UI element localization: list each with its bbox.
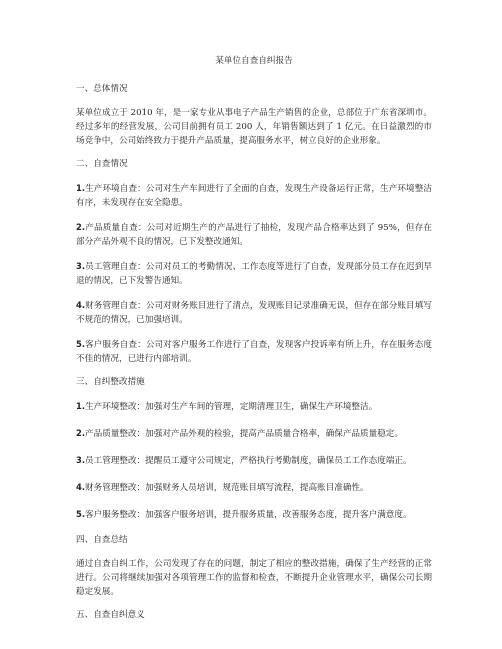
item-number: 5. xyxy=(76,339,86,349)
item-text: 生产环境自查：公司对生产车间进行了全面的自查，发现生产设备运行正常，生产环境整洁有序，未发现存在安全隐患。 xyxy=(76,184,432,208)
item-text: 产品质量自查：公司对近期生产的产品进行了抽检，发现产品合格率达到了 95%，但存在部分产品外观不良的情况，已下发整改通知。 xyxy=(76,223,432,247)
list-item xyxy=(76,259,432,288)
section-heading-significance: 五、自查自纠意义 xyxy=(76,610,145,620)
list-item xyxy=(76,181,432,210)
item-text: 财务管理自查：公司对财务账目进行了清点，发现账目记录准确无误，但存在部分账目填写不规范的情况，已加强培训。 xyxy=(76,301,432,325)
item-text: 员工管理自查：公司对员工的考勤情况、工作态度等进行了自查，发现部分员工存在迟到早退的情况，已下发警告通知。 xyxy=(76,262,432,286)
item-text: 生产环境整改：加强对生产车间的管理，定期清理卫生，确保生产环境整洁。 xyxy=(85,402,378,412)
list-item xyxy=(76,426,432,441)
document-title: 某单位自查自纠报告 xyxy=(215,56,293,66)
item-text: 产品质量整改：加强对产品外观的检验，提高产品质量合格率，确保产品质量稳定。 xyxy=(85,429,403,439)
item-number: 2. xyxy=(76,222,86,232)
section-heading-rectification: 三、自纠整改措施 xyxy=(76,377,145,387)
list-item xyxy=(76,399,432,414)
list-item xyxy=(76,507,432,522)
item-number: 4. xyxy=(76,300,86,310)
list-item xyxy=(76,480,432,495)
section-heading-self-check: 二、自查情况 xyxy=(76,159,128,169)
list-item xyxy=(76,337,432,366)
item-text: 员工管理整改：提醒员工遵守公司规定，严格执行考勤制度，确保员工工作态度端正。 xyxy=(85,456,412,466)
section-heading-overview: 一、总体情况 xyxy=(76,84,128,94)
item-number: 1. xyxy=(76,401,86,411)
item-number: 2. xyxy=(76,428,86,438)
item-text: 财务管理整改：加强财务人员培训，规范账目填写流程，提高账目准确性。 xyxy=(85,483,369,493)
item-number: 3. xyxy=(76,455,86,465)
item-number: 5. xyxy=(76,509,86,519)
section-heading-summary: 四、自查总结 xyxy=(76,535,128,545)
list-item xyxy=(76,453,432,468)
list-item xyxy=(76,298,432,327)
section-paragraph-overview: 某单位成立于 2010 年，是一家专业从事电子产品生产销售的企业，总部位于广东省深圳市。经过多年的经营发展，公司目前拥有员工 200 人，年销售额达到了 1 亿元。在日益激烈的市场竞争中，公司始终致力于提升产品质量，提高服务水平，树立良好的企业形象。 xyxy=(76,108,432,146)
list-item xyxy=(76,220,432,249)
item-number: 3. xyxy=(76,261,86,271)
item-number: 4. xyxy=(76,482,86,492)
item-text: 客户服务自查：公司对客户服务工作进行了自查，发现客户投诉率有所上升，存在服务态度不佳的情况，已进行内部培训。 xyxy=(76,340,432,364)
item-number: 1. xyxy=(76,183,86,193)
item-text: 客户服务整改：加强客户服务培训，提升服务质量，改善服务态度，提升客户满意度。 xyxy=(85,510,412,520)
section-paragraph-summary: 通过自查自纠工作，公司发现了存在的问题，制定了相应的整改措施，确保了生产经营的正常进行。公司将继续加强对各项管理工作的监督和检查，不断提升企业管理水平，确保公司长期稳定发展。 xyxy=(76,559,432,597)
